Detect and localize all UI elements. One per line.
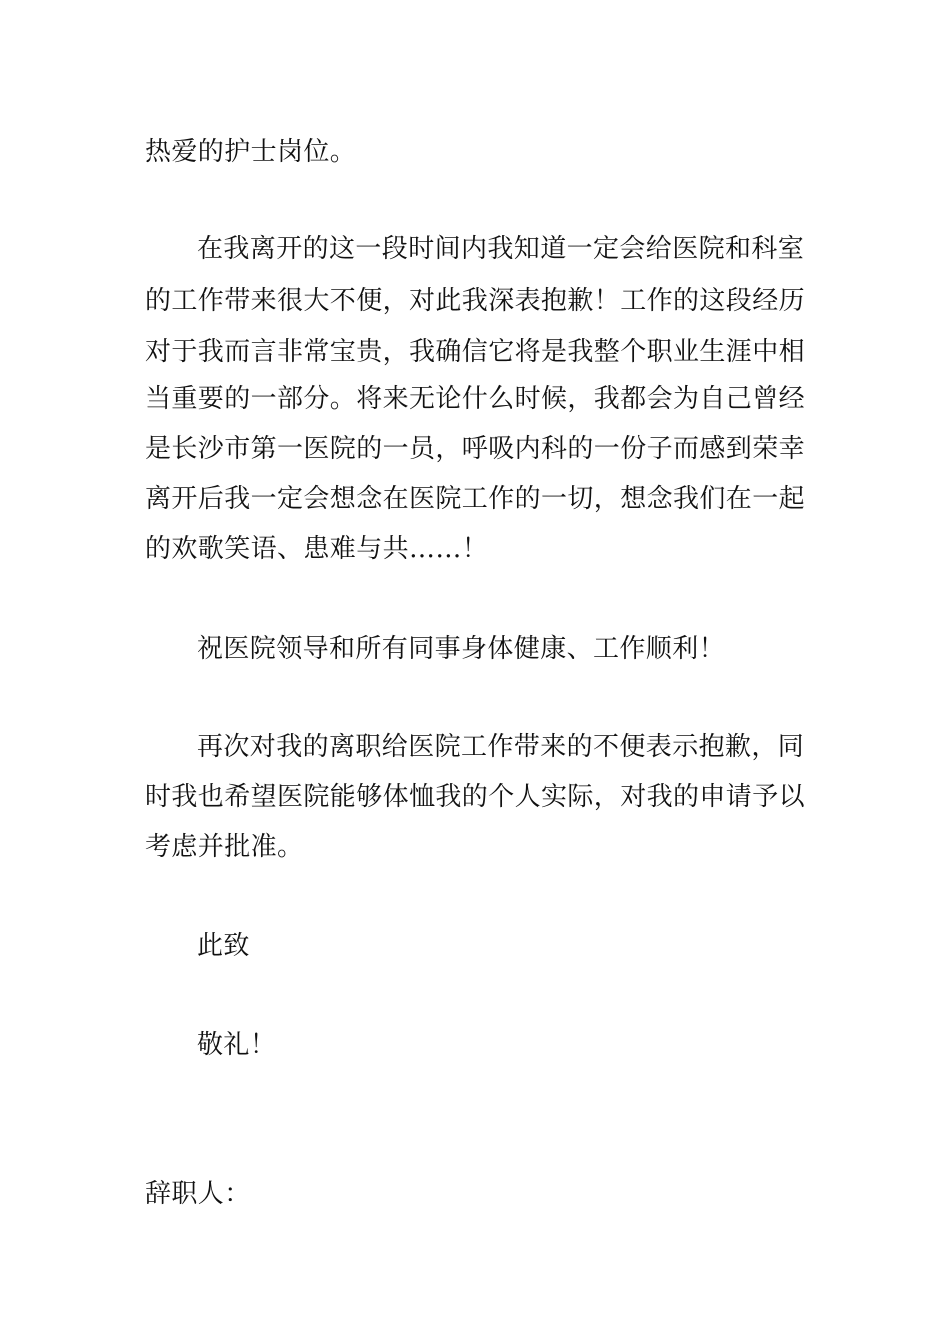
paragraph-line: 当重要的一部分。将来无论什么时候，我都会为自己曾经 <box>145 384 806 414</box>
closing-salutation: 此致 <box>197 931 250 961</box>
paragraph-line: 再次对我的离职给医院工作带来的不便表示抱歉，同 <box>197 732 805 762</box>
paragraph-line: 是长沙市第一医院的一员，呼吸内科的一份子而感到荣幸 <box>145 434 806 464</box>
paragraph-line: 热爱的护士岗位。 <box>145 137 357 167</box>
paragraph-line: 祝医院领导和所有同事身体健康、工作顺利！ <box>197 634 726 664</box>
paragraph-line: 的欢歌笑语、患难与共……！ <box>145 534 489 564</box>
paragraph-line: 对于我而言非常宝贵，我确信它将是我整个职业生涯中相 <box>145 337 806 367</box>
paragraph-line: 的工作带来很大不便，对此我深表抱歉！工作的这段经历 <box>145 286 806 316</box>
paragraph-line: 离开后我一定会想念在医院工作的一切，想念我们在一起 <box>145 484 806 514</box>
closing-regards: 敬礼！ <box>197 1030 277 1060</box>
paragraph-line: 在我离开的这一段时间内我知道一定会给医院和科室 <box>197 234 805 264</box>
signature-label: 辞职人： <box>145 1179 251 1209</box>
paragraph-line: 时我也希望医院能够体恤我的个人实际，对我的申请予以 <box>145 782 806 812</box>
paragraph-line: 考虑并批准。 <box>145 832 304 862</box>
